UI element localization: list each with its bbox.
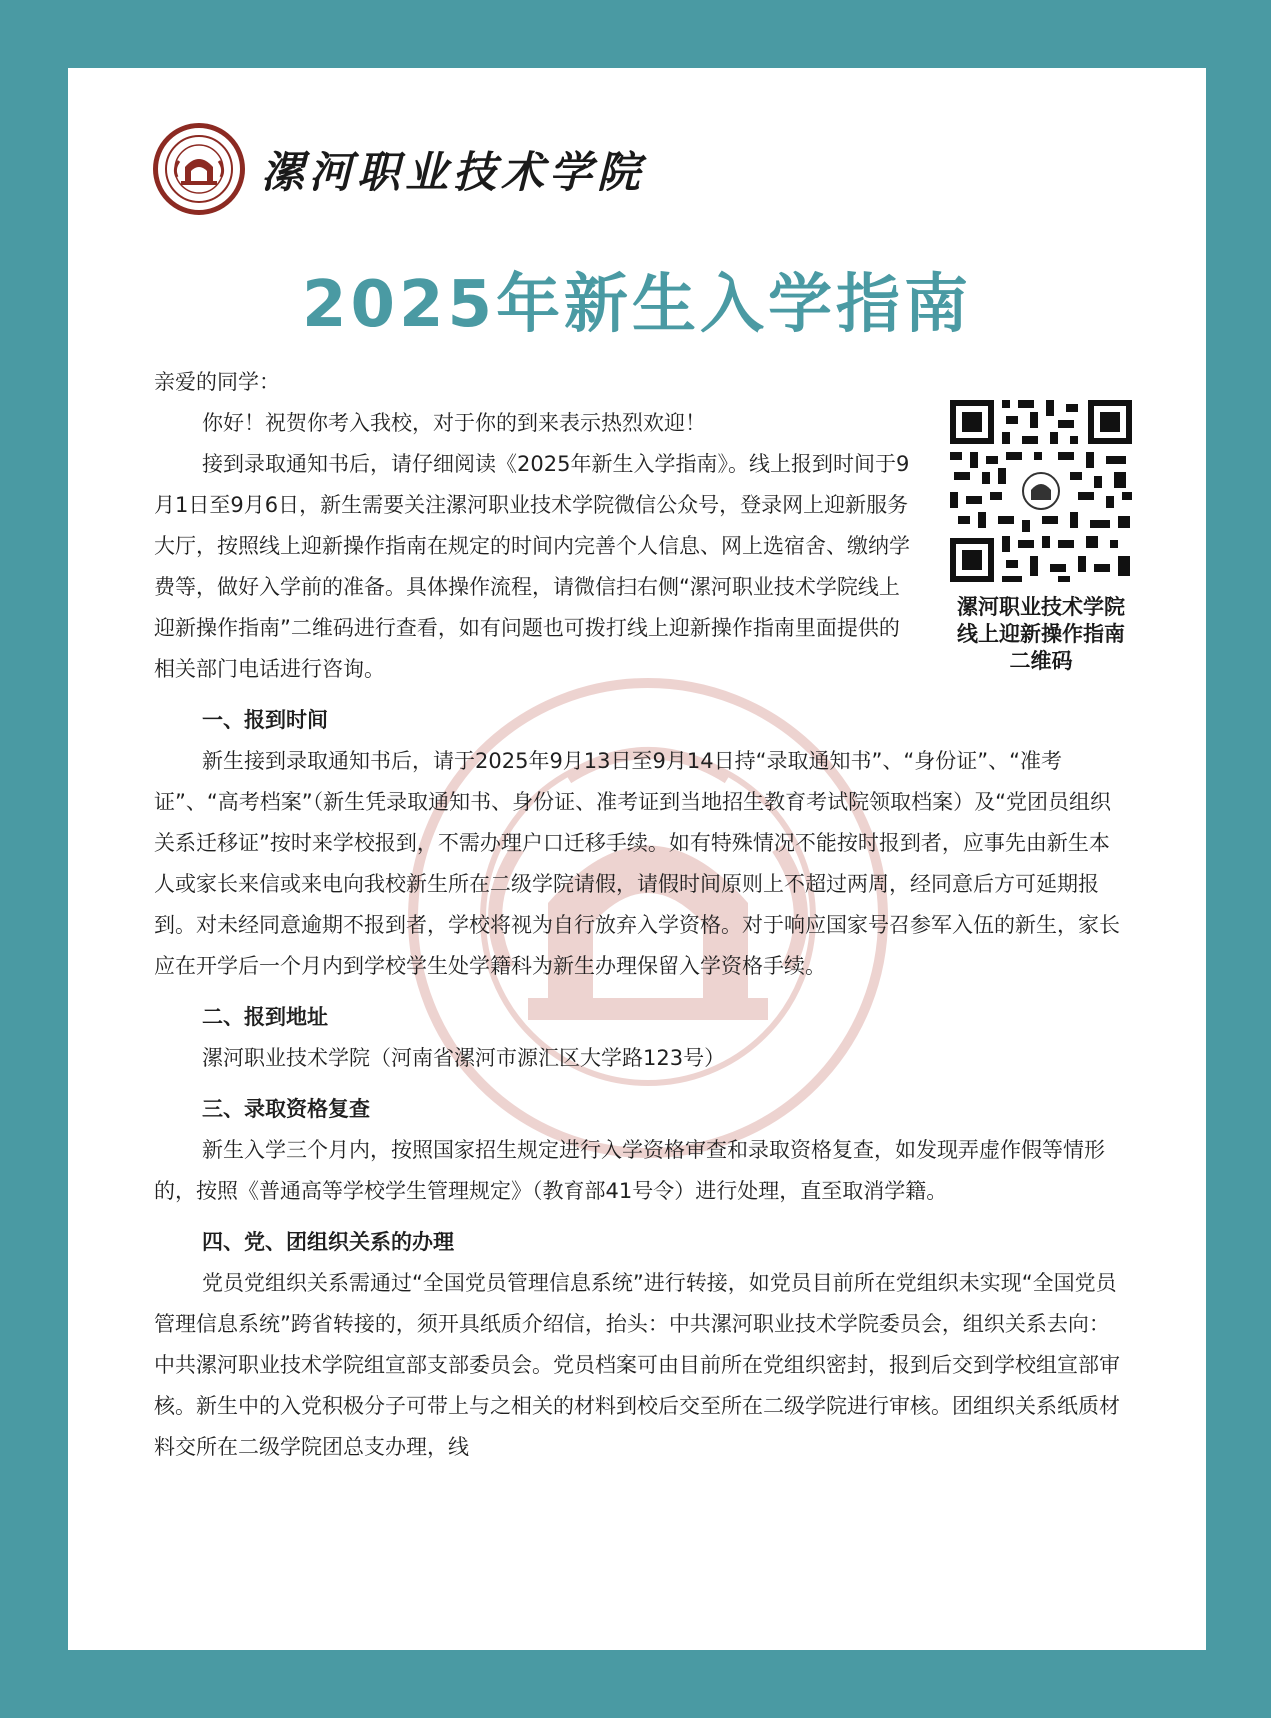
section-heading-party-league: 四、党、团组织关系的办理 [202,1230,454,1254]
section-body-report-address: 漯河职业技术学院（河南省漯河市源汇区大学路123号） [202,1046,726,1070]
qr-code-icon [946,396,1136,586]
qr-code-image[interactable] [946,396,1136,586]
intro-paragraph: 接到录取通知书后，请仔细阅读《2025年新生入学指南》。线上报到时间于9月1日至9月6日，新生需要关注漯河职业技术学院微信公众号，登录网上迎新服务大厅，按照线上迎新操作指南在规定的时间内完善个人信息、网上选宿舍、缴纳学费等，做好入学前的准备。具体操作流程，请微信扫右侧“漯河职业技术学院线上迎新操作指南”二维码进行查看，如有问题也可拨打线上迎新操作指南里面提供的相关部门电话进行咨询。 [154,452,910,681]
section-heading-admission-review: 三、录取资格复查 [202,1097,370,1121]
school-header [153,123,645,215]
page-title: 2025年新生入学指南 [301,268,973,342]
qr-caption [936,594,1146,675]
section-body-report-time: 新生接到录取通知书后，请于2025年9月13日至9月14日持“录取通知书”、“身份证”、“准考证”、“高考档案”（新生凭录取通知书、身份证、准考证到当地招生教育考试院领取档案）及“党团员组织关系迁移证”按时来学校报到，不需办理户口迁移手续。如有特殊情况不能按时报到者，应事先由新生本人或家长来信或来电向我校新生所在二级学院请假，请假时间原则上不超过两周，经同意后方可延期报到。对未经同意逾期不报到者，学校将视为自行放弃入学资格。对于响应国家号召参军入伍的新生，家长应在开学后一个月内到学校学生处学籍科为新生办理保留入学资格手续。 [154,749,1120,978]
section-heading-report-time: 一、报到时间 [202,708,328,732]
section-body-party-league: 党员党组织关系需通过“全国党员管理信息系统”进行转接，如党员目前所在党组织未实现“全国党员管理信息系统”跨省转接的，须开具纸质介绍信，抬头：中共漯河职业技术学院委员会，组织关系去向：中共漯河职业技术学院组宣部支部委员会。党员档案可由目前所在党组织密封，报到后交到学校组宣部审核。新生中的入党积极分子可带上与之相关的材料到校后交至所在二级学院进行审核。团组织关系纸质材料交所在二级学院团总支办理，线 [154,1271,1120,1459]
qr-code-block [936,396,1146,675]
qr-caption-line3: 二维码 [1009,649,1073,673]
seal-emblem-icon [163,133,235,205]
qr-caption-line1: 漯河职业技术学院 [957,595,1125,619]
document-page [68,68,1206,1650]
greeting-paragraph: 你好！祝贺你考入我校，对于你的到来表示热烈欢迎！ [202,411,706,435]
section-heading-report-address: 二、报到地址 [202,1005,328,1029]
salutation: 亲爱的同学： [154,370,280,394]
document-body [154,362,1126,1468]
school-seal-logo [153,123,245,215]
qr-caption-line2: 线上迎新操作指南 [957,622,1125,646]
school-name: 漯河职业技术学院 [261,147,645,198]
section-body-admission-review: 新生入学三个月内，按照国家招生规定进行入学资格审查和录取资格复查，如发现弄虚作假等情形的，按照《普通高等学校学生管理规定》（教育部41号令）进行处理，直至取消学籍。 [154,1138,1105,1203]
